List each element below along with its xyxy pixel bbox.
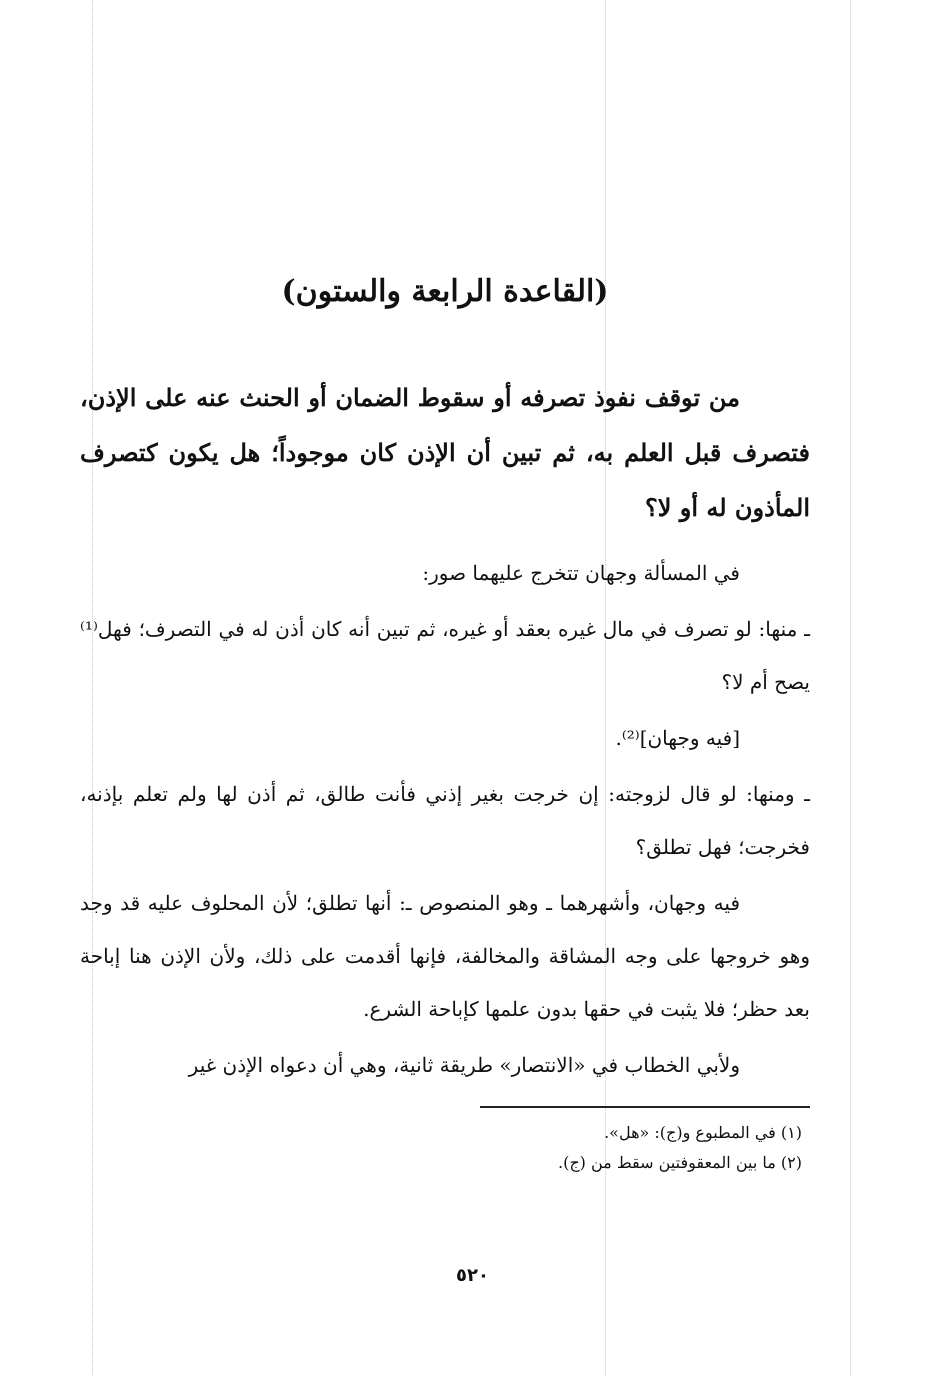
page-body: [80, 262, 810, 1178]
footnote-divider: [480, 1106, 810, 1108]
page-number: ٥٢٠: [456, 1265, 489, 1286]
footnotes: [80, 1118, 810, 1178]
footnote-2: (٢) ما بين المعقوفتين سقط من (ج).: [558, 1153, 802, 1172]
rule-title: (القاعدة الرابعة والستون): [281, 274, 609, 309]
paragraph-case-one: ـ منها: لو تصرف في مال غيره بعقد أو غيره، ثم تبين أنه كان أذن له في التصرف؛ فهل⁽¹⁾ يصح أم لا؟: [80, 617, 810, 694]
paragraph-case-two: ـ ومنها: لو قال لزوجته: إن خرجت بغير إذني فأنت طالق، ثم أذن لها ولم تعلم بإذنه، فخرجت؛ فهل تطلق؟: [80, 782, 810, 859]
paragraph-case-two-ruling: فيه وجهان، وأشهرهما ـ وهو المنصوص ـ: أنها تطلق؛ لأن المحلوف عليه قد وجد وهو خروجها على وجه المشاقة والمخالفة، فإنها أقدمت على ذلك، ولأن الإذن هنا إباحة بعد حظر؛ فلا يثبت في حقها بدون علمها كإباحة الشرع.: [80, 891, 810, 1021]
rule-statement: من توقف نفوذ تصرفه أو سقوط الضمان أو الحنث عنه على الإذن، فتصرف قبل العلم به، ثم تبين أن الإذن كان موجوداً؛ هل يكون كتصرف المأذون له أو لا؟: [80, 383, 810, 522]
footnote-1: (١) في المطبوع و(ج): «هل».: [604, 1123, 802, 1142]
paragraph-case-one-ruling: [فيه وجهان]⁽²⁾.: [615, 726, 740, 750]
paragraph-intro: في المسألة وجهان تتخرج عليهما صور:: [422, 561, 740, 585]
paragraph-second-method: ولأبي الخطاب في «الانتصار» طريقة ثانية، وهي أن دعواه الإذن غير: [188, 1053, 740, 1077]
guide-line-right: [850, 0, 851, 1375]
